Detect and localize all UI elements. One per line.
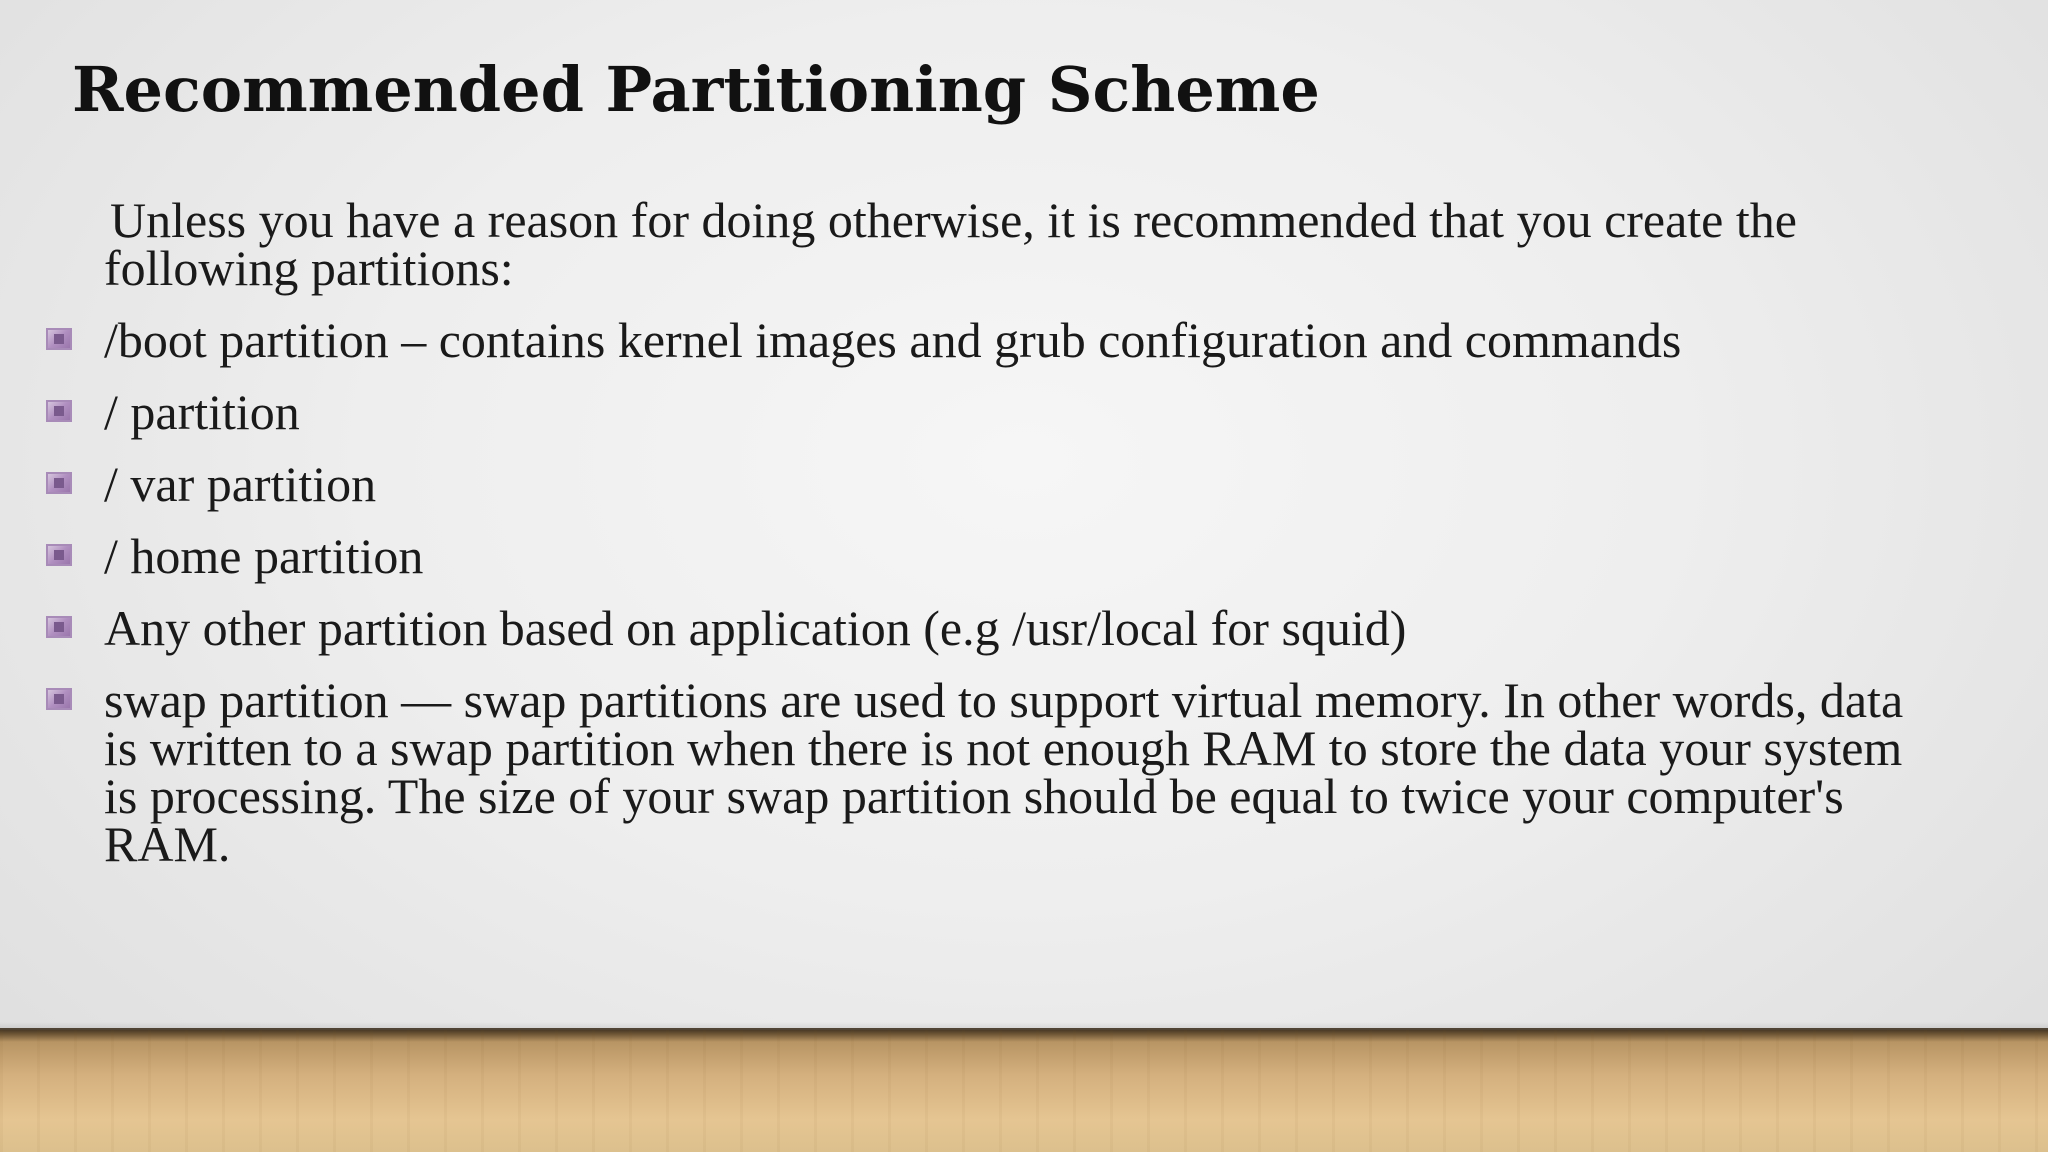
slide-content: [40, 192, 1970, 892]
bullet-text: /boot partition – contains kernel images and grub configuration and commands: [104, 312, 1682, 368]
intro-paragraph: Unless you have a reason for doing otherwise, it is recommended that you create the following partitions:: [104, 192, 1797, 296]
bullet-item-home: [40, 528, 1924, 584]
bullet-text: / partition: [104, 384, 300, 440]
square-bullet-icon: [46, 472, 72, 494]
square-bullet-icon: [46, 688, 72, 710]
bullet-item-other: [40, 600, 1924, 656]
bullet-item-var: [40, 456, 1924, 512]
slide-title: Recommended Partitioning Scheme: [72, 53, 1320, 126]
square-bullet-icon: [46, 328, 72, 350]
wooden-floor: [0, 1030, 2048, 1152]
square-bullet-icon: [46, 616, 72, 638]
bullet-text: / var partition: [104, 456, 377, 512]
bullet-item-boot: [40, 312, 1924, 368]
bullet-item-swap: [40, 672, 1924, 872]
bullet-text: / home partition: [104, 528, 424, 584]
bullet-list: [40, 312, 1970, 872]
bullet-item-root: [40, 384, 1924, 440]
square-bullet-icon: [46, 400, 72, 422]
bullet-text: Any other partition based on application (e.g /usr/local for squid): [104, 600, 1407, 656]
square-bullet-icon: [46, 544, 72, 566]
bullet-text: swap partition — swap partitions are used to support virtual memory. In other words, data is written to a swap partition when there is not enough RAM to store the data your system is processing. The size of your swap partition should be equal to twice your computer's RAM.: [104, 672, 1904, 872]
